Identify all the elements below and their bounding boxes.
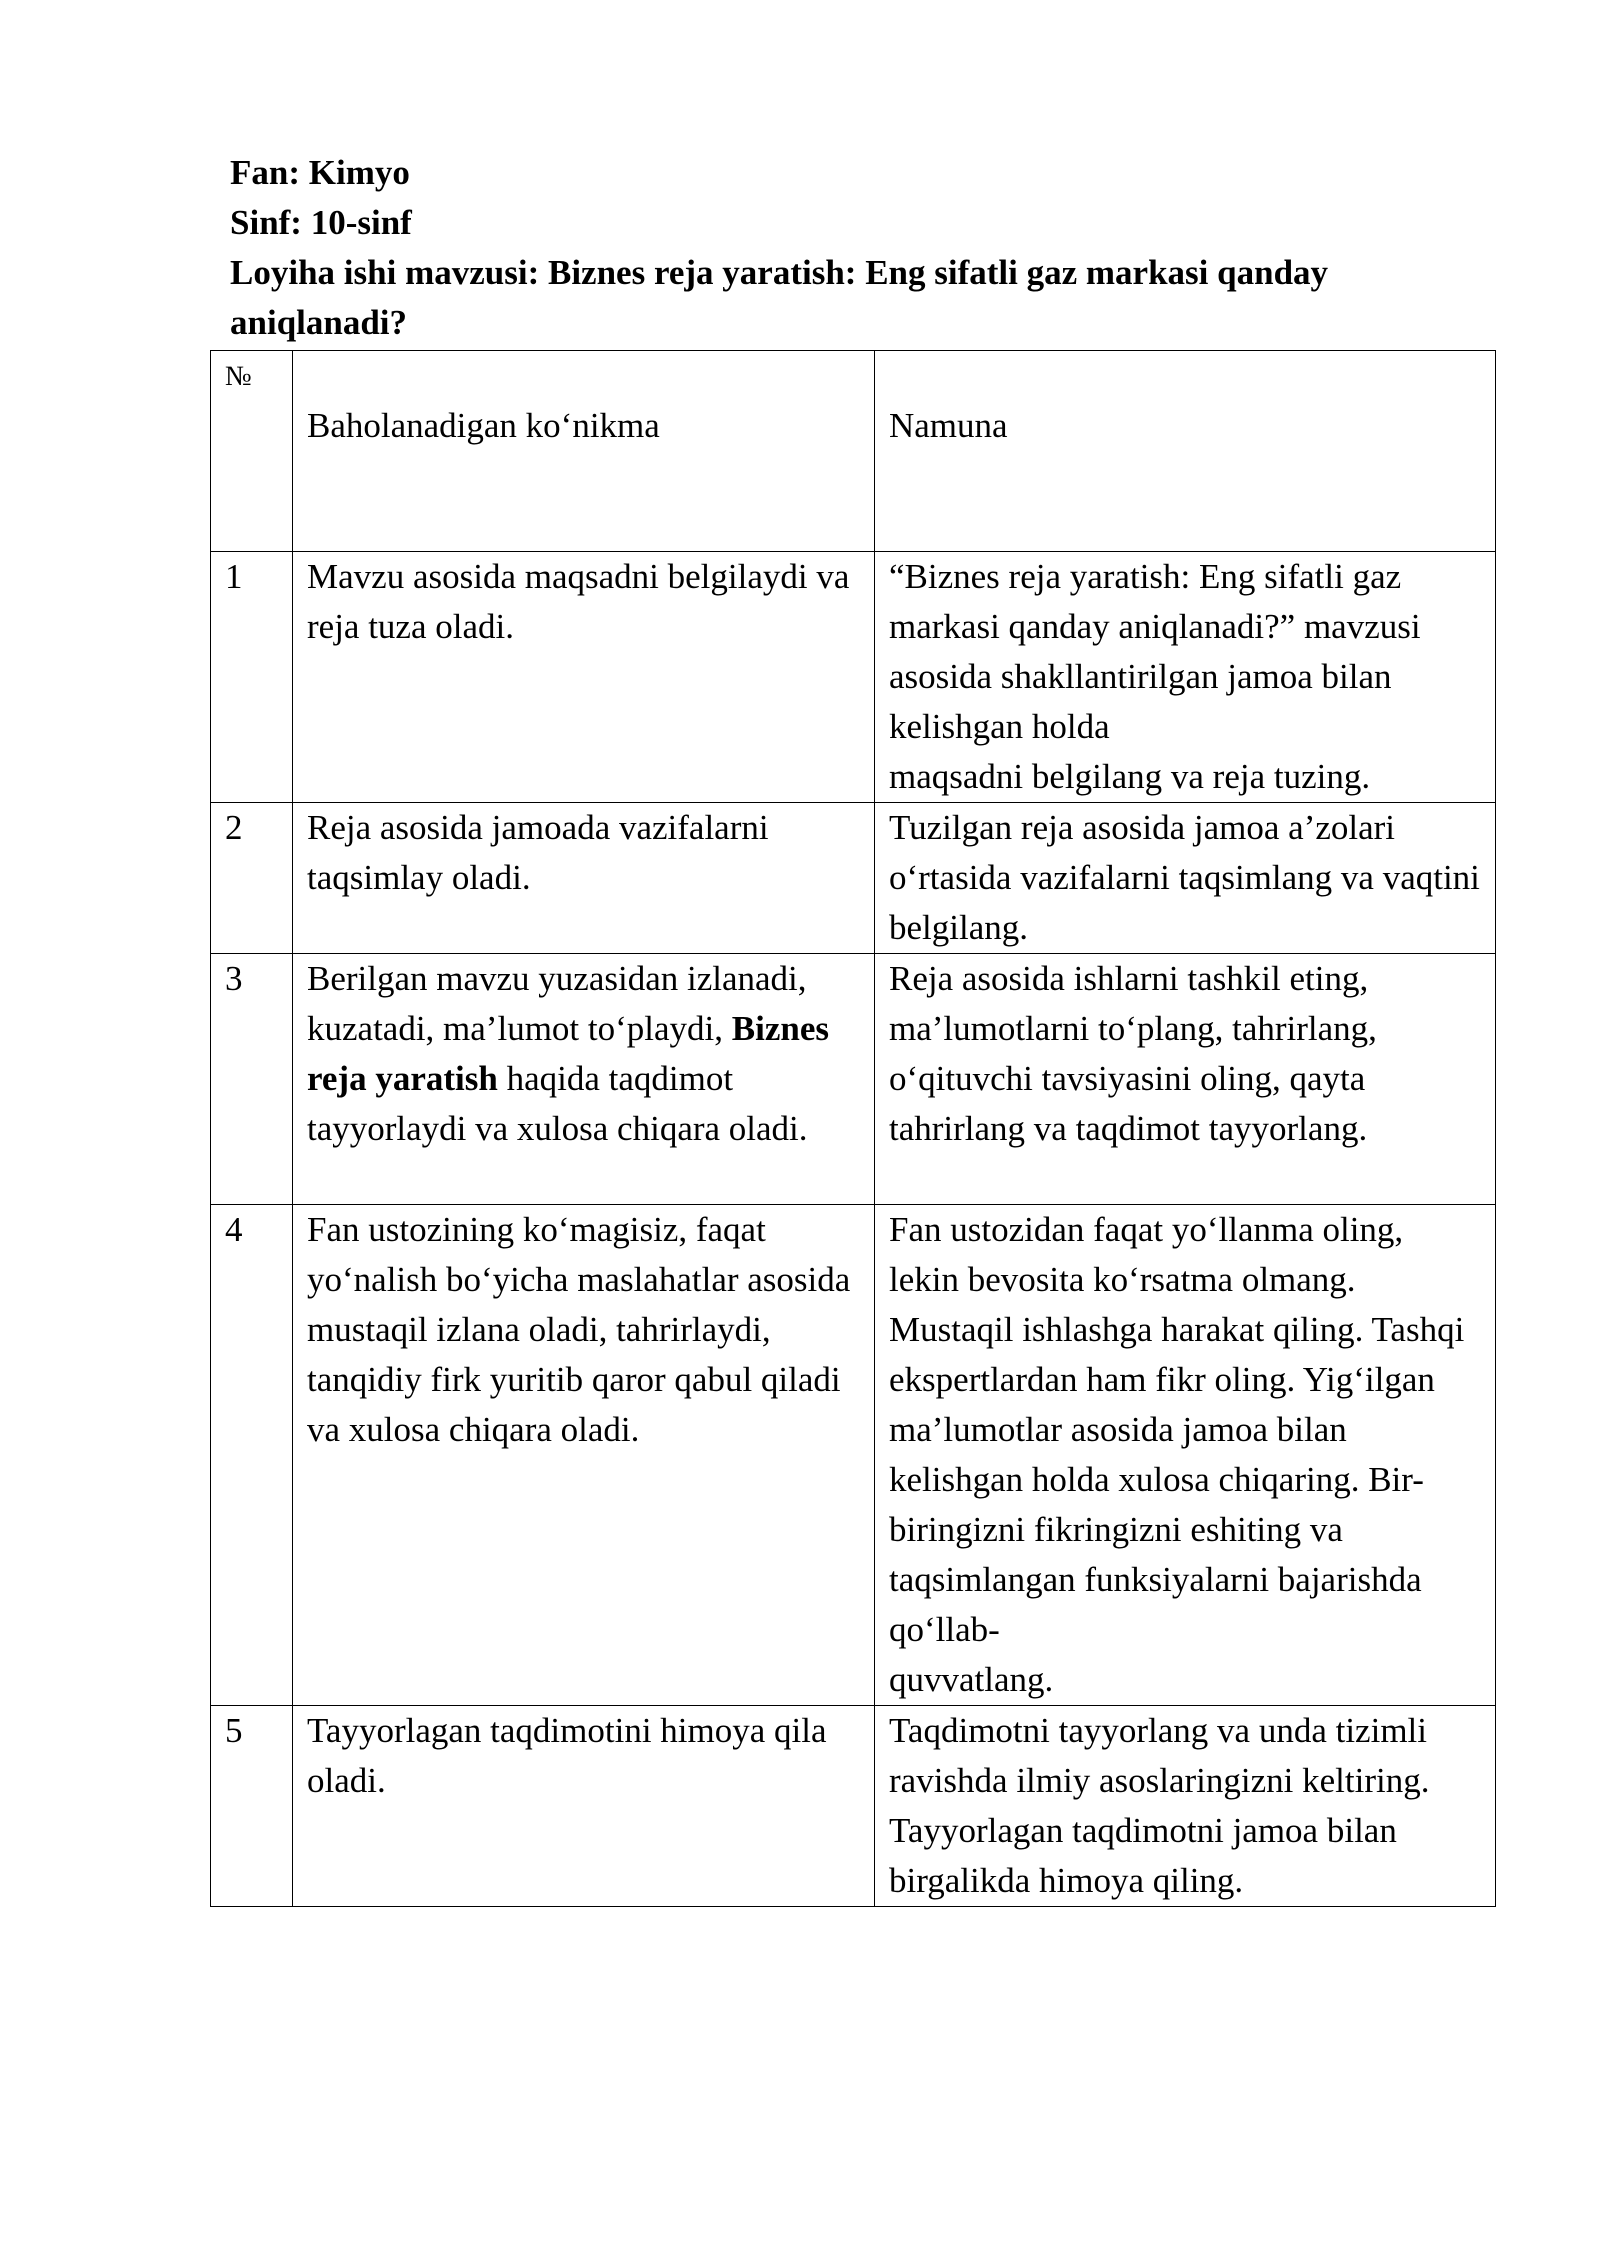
topic-line	[230, 248, 1500, 348]
skill-cell: Mavzu asosida maqsadni belgilaydi va reja tuza oladi.	[293, 552, 875, 803]
assessment-table	[210, 350, 1496, 1907]
table-row	[211, 1706, 1496, 1907]
table-row	[211, 1205, 1496, 1706]
table-row	[211, 803, 1496, 954]
skill-cell: Reja asosida jamoada vazifalarni taqsimlay oladi.	[293, 803, 875, 954]
sample-cell: Reja asosida ishlarni tashkil eting, ma’lumotlarni to‘plang, tahrirlang, o‘qituvchi tavsiyasini oling, qayta tahrirlang va taqdimot tayyorlang.	[875, 954, 1496, 1205]
header-number: №	[211, 351, 293, 552]
skill-cell: Tayyorlagan taqdimotini himoya qila oladi.	[293, 1706, 875, 1907]
topic-line-2: aniqlanadi?	[230, 303, 408, 342]
sample-text-2: quvvatlang.	[889, 1660, 1054, 1699]
sample-text-1: Fan ustozidan faqat yo‘llanma oling, lekin bevosita ko‘rsatma olmang. Mustaqil ishlashga harakat qiling. Tashqi ekspertlardan ham fikr oling. Yig‘ilgan ma’lumotlar asosida jamoa bilan kelishgan holda xulosa chiqaring. Bir-biringizni fikringizni eshiting va taqsimlangan funksiyalarni bajarishda qo‘llab-	[889, 1210, 1465, 1649]
skill-text-after: haqida taqdimot tayyorlaydi va xulosa chiqara oladi.	[307, 1059, 808, 1148]
skill-cell: Fan ustozining ko‘magisiz, faqat yo‘nalish bo‘yicha maslahatlar asosida mustaqil izlana oladi, tahrirlaydi, tanqidiy firk yuritib qaror qabul qiladi va xulosa chiqara oladi.	[293, 1205, 875, 1706]
skill-cell	[293, 954, 875, 1205]
skill-text-bold: Biznes reja yaratish	[307, 1009, 829, 1098]
sample-cell	[875, 552, 1496, 803]
sample-cell	[875, 1205, 1496, 1706]
sample-text-2: maqsadni belgilang va reja tuzing.	[889, 757, 1371, 796]
document-header	[230, 148, 1500, 348]
topic-line-1: Loyiha ishi mavzusi: Biznes reja yaratish: Eng sifatli gaz markasi qanday	[230, 253, 1329, 292]
grade-line: Sinf: 10-sinf	[230, 203, 412, 242]
row-number: 3	[211, 954, 293, 1205]
row-number: 4	[211, 1205, 293, 1706]
row-number: 2	[211, 803, 293, 954]
header-sample: Namuna	[875, 351, 1496, 552]
subject-line: Fan: Kimyo	[230, 153, 410, 192]
sample-cell: Tuzilgan reja asosida jamoa a’zolari o‘rtasida vazifalarni taqsimlang va vaqtini belgilang.	[875, 803, 1496, 954]
table-header-row	[211, 351, 1496, 552]
table-row	[211, 954, 1496, 1205]
table-row	[211, 552, 1496, 803]
row-number: 1	[211, 552, 293, 803]
row-number: 5	[211, 1706, 293, 1907]
header-skill: Baholanadigan ko‘nikma	[293, 351, 875, 552]
skill-text-before: Berilgan mavzu yuzasidan izlanadi, kuzatadi, ma’lumot to‘playdi,	[307, 959, 807, 1048]
sample-cell: Taqdimotni tayyorlang va unda tizimli ravishda ilmiy asoslaringizni keltiring. Tayyorlagan taqdimotni jamoa bilan birgalikda himoya qiling.	[875, 1706, 1496, 1907]
sample-text-1: “Biznes reja yaratish: Eng sifatli gaz markasi qanday aniqlanadi?” mavzusi asosida shakllantirilgan jamoa bilan kelishgan holda	[889, 557, 1421, 746]
